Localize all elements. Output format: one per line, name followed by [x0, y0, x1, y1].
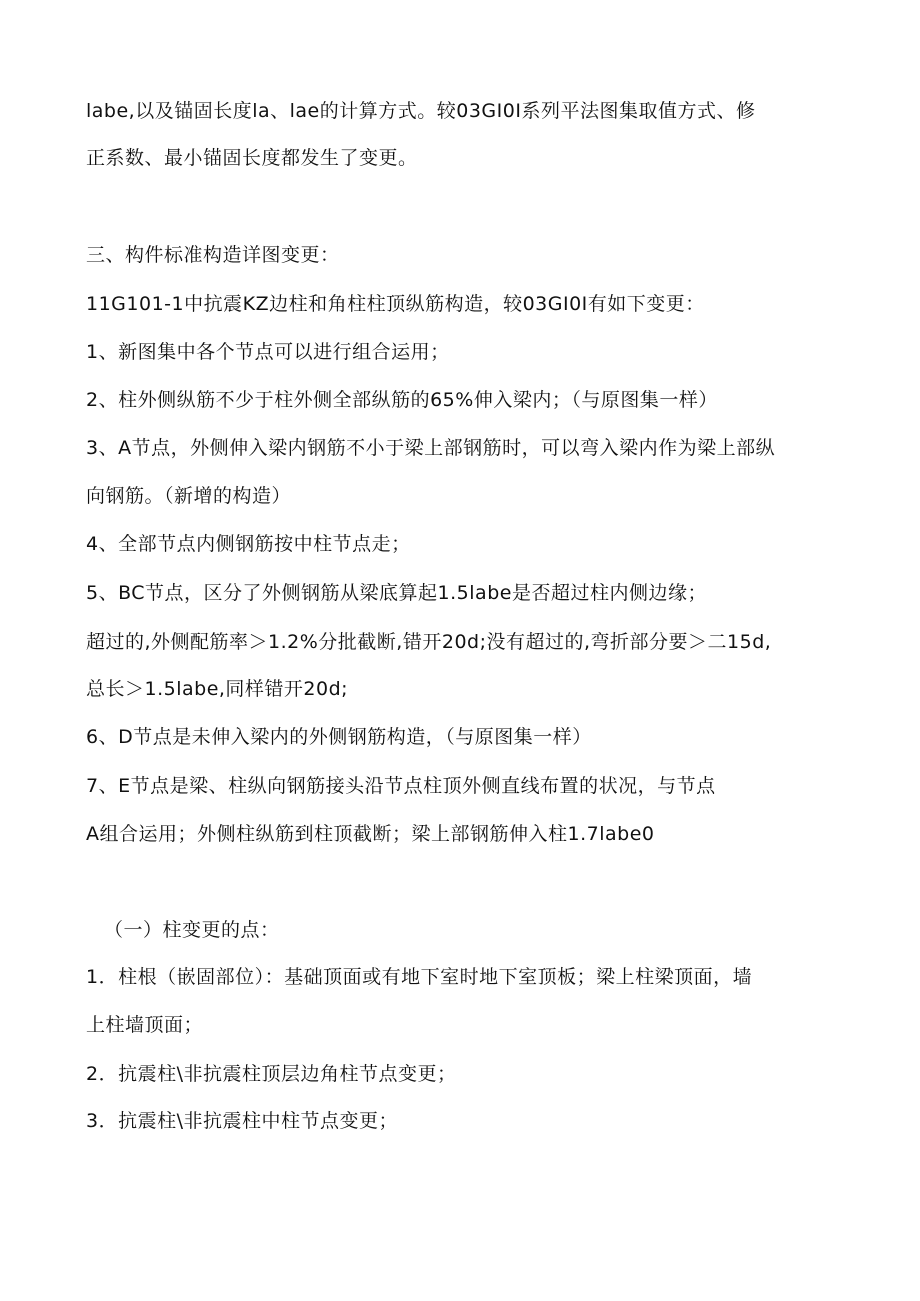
- list-item: 2、柱外侧纵筋不少于柱外侧全部纵筋的65%伸入梁内；（与原图集一样）: [86, 389, 718, 411]
- list-item: 6、D节点是未伸入梁内的外侧钢筋构造，（与原图集一样）: [86, 726, 592, 748]
- subsection-heading: （一）柱变更的点：: [104, 919, 280, 941]
- text-line: 11G101-1中抗震KZ边柱和角柱柱顶纵筋构造，较03GI0I有如下变更：: [86, 293, 705, 315]
- text-line: 正系数、最小锚固长度都发生了变更。: [86, 147, 418, 169]
- text-line: labe,以及锚固长度la、lae的计算方式。较03GI0I系列平法图集取值方式、修: [86, 100, 756, 122]
- text-line: 总长＞1.5labe,同样错开20d;: [86, 678, 349, 700]
- list-item: 4、全部节点内侧钢筋按中柱节点走；: [86, 533, 411, 555]
- text-line: A组合运用；外侧柱纵筋到柱顶截断；梁上部钢筋伸入柱1.7labe0: [86, 823, 655, 845]
- text-line: 超过的,外侧配筋率＞1.2%分批截断,错开20d;没有超过的,弯折部分要＞二15d,: [86, 631, 772, 653]
- list-item: 7、E节点是梁、柱纵向钢筋接头沿节点柱顶外侧直线布置的状况，与节点: [86, 775, 716, 797]
- list-item: 1．柱根（嵌固部位）：基础顶面或有地下室时地下室顶板；梁上柱梁顶面，墙: [86, 966, 753, 988]
- list-item: 1、新图集中各个节点可以进行组合运用；: [86, 341, 450, 363]
- list-item: 3、A节点，外侧伸入梁内钢筋不小于梁上部钢筋时，可以弯入梁内作为梁上部纵: [86, 437, 776, 459]
- text-line: 向钢筋。（新增的构造）: [86, 485, 292, 507]
- list-item: 5、BC节点，区分了外侧钢筋从梁底算起1.5labe是否超过柱内侧边缘；: [86, 582, 707, 604]
- list-item: 2．抗震柱\非抗震柱顶层边角柱节点变更；: [86, 1063, 457, 1085]
- list-item: 3．抗震柱\非抗震柱中柱节点变更；: [86, 1110, 398, 1132]
- section-heading: 三、构件标准构造详图变更：: [86, 244, 340, 266]
- text-line: 上柱墙顶面；: [86, 1014, 204, 1036]
